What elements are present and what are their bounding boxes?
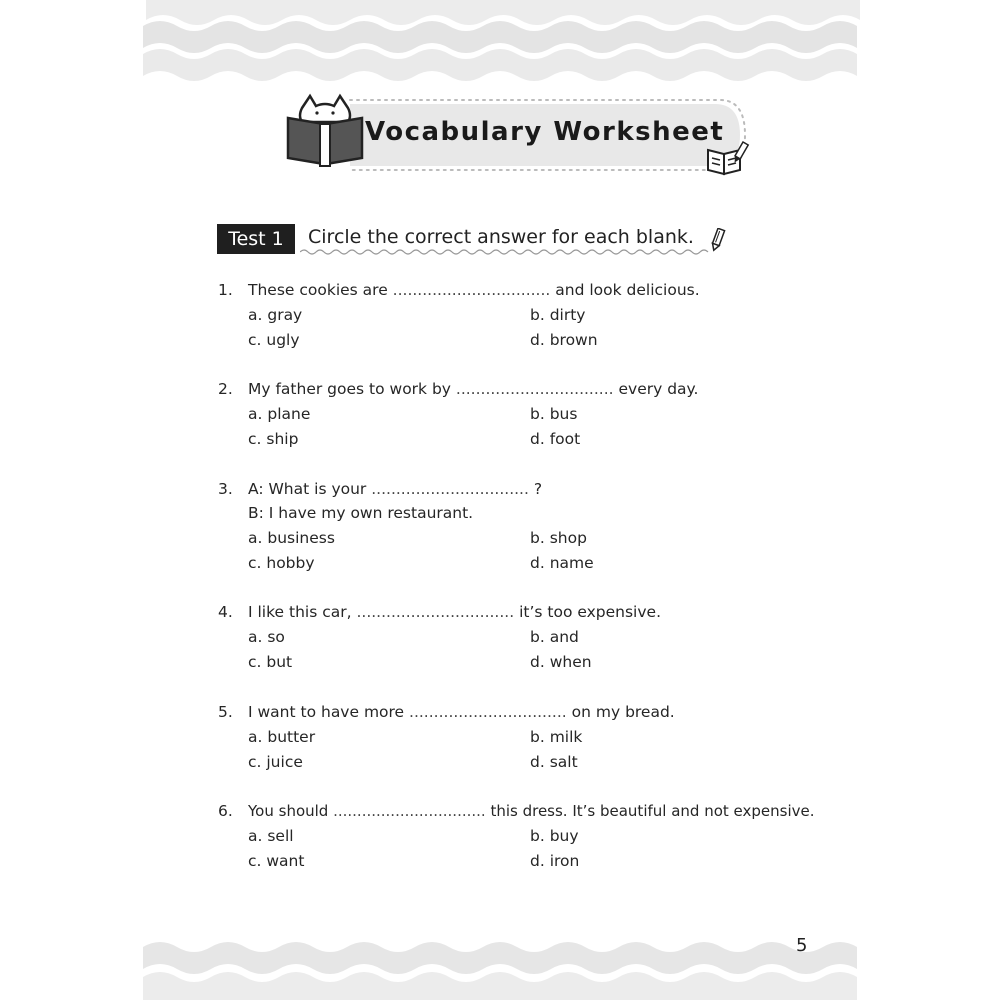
test-badge-label: Test 1 — [228, 228, 284, 250]
answer-option[interactable]: b. dirty — [530, 306, 586, 324]
answer-option[interactable]: b. milk — [530, 728, 583, 746]
answer-option[interactable]: b. buy — [530, 827, 579, 845]
answer-option[interactable]: a. gray — [248, 306, 303, 324]
answer-option[interactable]: a. plane — [248, 405, 311, 423]
bottom-wave-border — [143, 935, 860, 1000]
answer-option[interactable]: d. when — [530, 653, 592, 671]
question-number: 2. — [218, 380, 233, 398]
top-wave-border — [143, 0, 860, 86]
answer-option[interactable]: a. butter — [248, 728, 316, 746]
question-number: 4. — [218, 603, 233, 621]
answer-option[interactable]: c. ship — [248, 430, 299, 448]
answer-option[interactable]: d. brown — [530, 331, 598, 349]
test-instruction: Circle the correct answer for each blank. — [308, 226, 694, 248]
answer-option[interactable]: c. juice — [248, 753, 303, 771]
answer-option[interactable]: d. foot — [530, 430, 581, 448]
page-number: 5 — [796, 935, 808, 956]
instruction-pencil-icon — [708, 228, 728, 252]
worksheet-title: Vocabulary Worksheet — [365, 117, 725, 147]
question-stem: My father goes to work by ................................ every day. — [248, 380, 699, 398]
instruction-underline — [300, 246, 730, 260]
answer-option[interactable]: b. bus — [530, 405, 578, 423]
question-stem: These cookies are ................................ and look delicious. — [248, 281, 700, 299]
question-number: 6. — [218, 802, 233, 820]
answer-option[interactable]: d. iron — [530, 852, 580, 870]
answer-option[interactable]: b. shop — [530, 529, 587, 547]
answer-option[interactable]: a. business — [248, 529, 335, 547]
answer-option[interactable]: a. so — [248, 628, 285, 646]
question-stem: I want to have more ................................ on my bread. — [248, 703, 675, 721]
answer-option[interactable]: a. sell — [248, 827, 294, 845]
question-stem: A: What is your ................................ ? — [248, 480, 543, 498]
answer-option[interactable]: c. but — [248, 653, 293, 671]
question-stem: I like this car, ................................ it’s too expensive. — [248, 603, 662, 621]
answer-option[interactable]: c. hobby — [248, 554, 315, 572]
question-dialogue-line: B: I have my own restaurant. — [248, 504, 474, 522]
question-stem: You should ................................ this dress. It’s beautiful and not expensive. — [248, 802, 815, 820]
question-number: 1. — [218, 281, 233, 299]
answer-option[interactable]: b. and — [530, 628, 579, 646]
answer-option[interactable]: c. ugly — [248, 331, 300, 349]
answer-option[interactable]: c. want — [248, 852, 305, 870]
question-number: 5. — [218, 703, 233, 721]
answer-option[interactable]: d. name — [530, 554, 594, 572]
question-number: 3. — [218, 480, 233, 498]
answer-option[interactable]: d. salt — [530, 753, 578, 771]
